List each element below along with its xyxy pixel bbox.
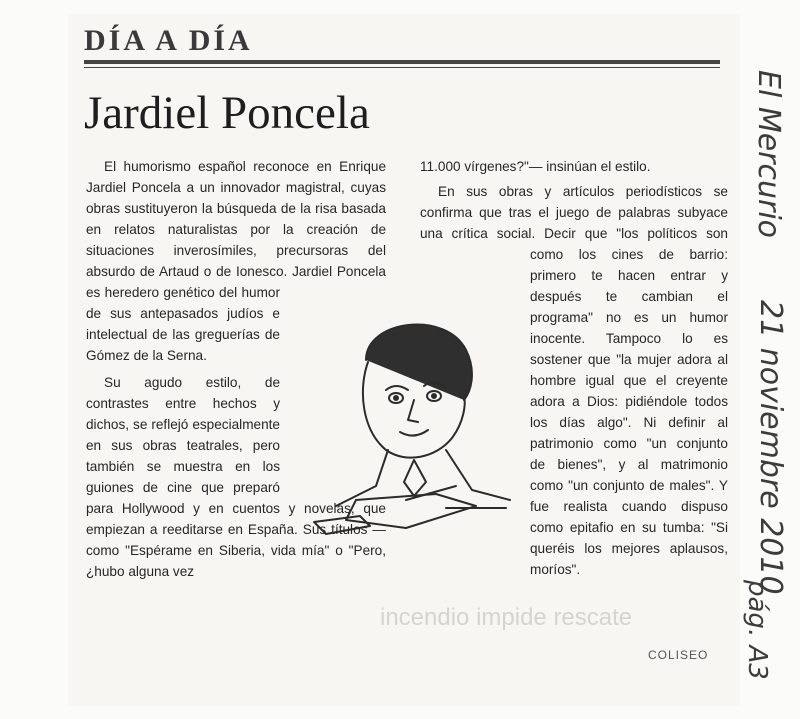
- section-title: DÍA A DÍA: [84, 24, 253, 57]
- handwritten-source: El Mercurio: [751, 70, 786, 239]
- article-headline: Jardiel Poncela: [84, 87, 370, 139]
- paragraph: En sus obras y artículos periodísticos se confirma que tras el juego de palabras subyace una crítica social. Decir que "los políticos son como los cines de barrio: primero te hacen entrar y después te cambian el programa" no es un humor inocente. Tampoco lo es sostener que "la mujer adora al hombre igual que el creyente adora a Dios: pidiéndole todos los días algo". Ni definir al patrimonio como "un conjunto de bienes", y al matrimonio como "un conjunto de males". Y fue realista cuando dispuso como epitafio en su tumba: "Si queréis los mejores aplausos, moríos".: [420, 184, 728, 577]
- article-signature: COLISEO: [648, 648, 709, 662]
- paragraph: 11.000 vírgenes?"— insinúan el estilo.: [420, 159, 651, 174]
- caricature-illustration: [296, 300, 526, 540]
- handwritten-date: 21 noviembre 2010: [753, 300, 788, 595]
- paragraph: El humorismo español reconoce en Enrique Jardiel Poncela a un innovador magistral, cuyas obras sustituyeron la búsqueda de la risa basada en relatos naturalistas por la creación de situaciones inverosímiles, precursoras del absurdo de Artaud o de Ionesco. Jardiel Poncela es heredero genético del humor de sus antepasados judíos e intelectual de las greguerías de Gómez de la Serna.: [86, 159, 386, 363]
- paragraph: Su agudo estilo, de contrastes entre hechos y dichos, se reflejó especialmente en sus obras teatrales, pero también se muestra en los guiones de cine que preparó para Hollywood y en cuentos y novelas, que empiezan a reeditarse en España. Sus títulos —como "Espérame en Siberia, vida mía" o "Pero, ¿hubo alguna vez: [86, 375, 386, 579]
- section-rule-thin: [84, 67, 720, 68]
- bleed-through-text: incendio impide rescate: [380, 604, 633, 631]
- section-rule-thick: [84, 60, 720, 64]
- handwritten-page: pág. A3: [742, 580, 772, 680]
